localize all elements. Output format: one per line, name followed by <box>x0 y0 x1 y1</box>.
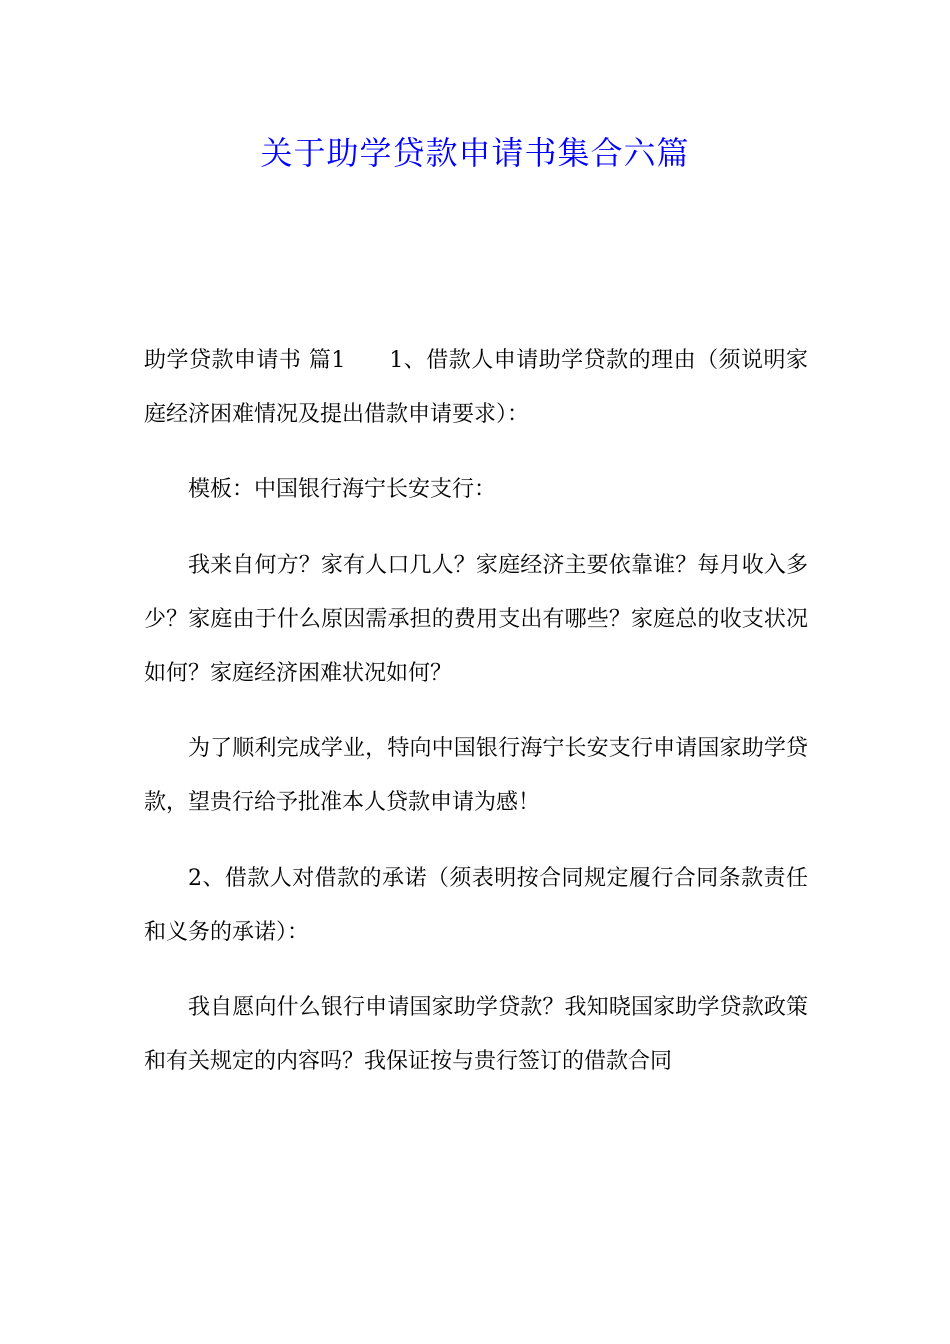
section-heading: 助学贷款申请书 篇1 <box>144 348 346 373</box>
paragraph-6: 我自愿向什么银行申请国家助学贷款？我知晓国家助学贷款政策和有关规定的内容吗？我保证按与贵行签订的借款合同 <box>144 995 808 1075</box>
paragraph-1 <box>144 334 808 442</box>
paragraph-2: 模板：中国银行海宁长安支行： <box>188 477 497 503</box>
paragraph-3: 我来自何方？家有人口几人？家庭经济主要依靠谁？每月收入多少？家庭由于什么原因需承担的费用支出有哪些？家庭总的收支状况如何？家庭经济困难状况如何？ <box>144 552 808 687</box>
document-title: 关于助学贷款申请书集合六篇 <box>260 134 690 172</box>
document-body <box>144 334 808 1110</box>
paragraph-5: 2、借款人对借款的承诺（须表明按合同规定履行合同条款责任和义务的承诺）： <box>144 865 808 945</box>
paragraph-1-text: 1、借款人申请助学贷款的理由（须说明家庭经济困难情况及提出借款申请要求）： <box>144 348 808 428</box>
paragraph-4: 为了顺利完成学业，特向中国银行海宁长安支行申请国家助学贷款，望贵行给予批准本人贷款申请为感！ <box>144 736 808 816</box>
